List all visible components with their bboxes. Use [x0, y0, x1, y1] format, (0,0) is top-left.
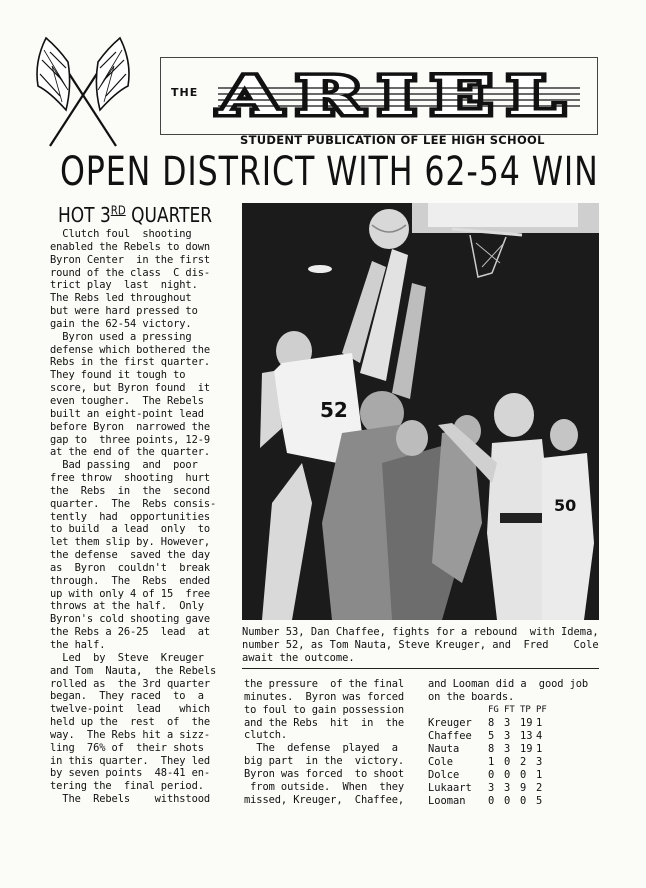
box-score-header: TP: [520, 705, 531, 715]
article-line: the Rebs a 26-25 lead at: [50, 626, 211, 639]
article-line: up with only 4 of 15 free: [50, 587, 211, 600]
article-line: Byron was forced to shoot: [244, 767, 405, 780]
article-line: and Tom Nauta, the Rebels: [50, 664, 217, 677]
article-line: to build a lead only to: [50, 523, 211, 536]
article-column-3: [428, 678, 608, 704]
article-line: built an eight-point lead: [50, 407, 204, 420]
jersey-number-52: 52: [320, 398, 348, 422]
stat-value: 1: [536, 717, 543, 729]
player-name: Lukaart: [428, 782, 472, 794]
article-line: They found it tough to: [50, 369, 186, 382]
box-score-header: FT: [504, 705, 515, 715]
article-line: The defense played a: [244, 742, 398, 755]
player-name: Kreuger: [428, 717, 472, 729]
article-line: but were hard pressed to: [50, 305, 198, 318]
article-line: the pressure of the final: [244, 678, 405, 690]
article-line: Rebs in the first quarter.: [50, 356, 211, 369]
article-line: clutch.: [244, 729, 288, 742]
player-name: Chaffee: [428, 730, 472, 742]
stat-value: 8: [488, 717, 495, 729]
box-score-row: [428, 717, 552, 730]
stat-value: 3: [504, 743, 511, 755]
player-name: Dolce: [428, 769, 460, 781]
headline: OPEN DISTRICT WITH 62-54 WIN: [60, 149, 599, 195]
article-line: and the Rebs hit in the: [244, 716, 405, 729]
article-line: in this quarter. They led: [50, 754, 211, 767]
article-line: by seven points 48-41 en-: [50, 767, 211, 780]
caption-line: Number 53, Dan Chaffee, fights for a rebound with Idema,: [242, 626, 599, 638]
article-line: the defense saved the day: [50, 549, 211, 562]
stat-value: 3: [536, 756, 543, 768]
masthead-the: THE: [171, 86, 199, 99]
stat-value: 5: [536, 795, 543, 807]
stat-value: 1: [536, 743, 543, 755]
masthead-title: [212, 70, 586, 122]
box-score-row: [428, 756, 552, 769]
crossed-flags-logo: [28, 30, 140, 148]
article-column-1: [50, 228, 238, 806]
basketball-photo: [242, 203, 599, 620]
caption-line: number 52, as Tom Nauta, Steve Kreuger, and Fred Cole: [242, 639, 599, 651]
article-line: missed, Kreuger, Chaffee,: [244, 793, 405, 806]
article-line: before Byron narrowed the: [50, 420, 211, 433]
box-score-header: [428, 704, 488, 717]
stat-value: 13: [520, 730, 533, 742]
article-line: throws at the half. Only: [50, 600, 204, 613]
stat-value: 9: [520, 782, 527, 794]
box-score-row: [428, 769, 552, 782]
box-score-header-row: [428, 704, 552, 717]
stat-value: 0: [520, 795, 527, 807]
article-line: twelve-point lead which: [50, 703, 211, 716]
article-line: on the boards.: [428, 690, 515, 703]
stat-value: 0: [488, 795, 495, 807]
jersey-number-50: 50: [554, 496, 577, 515]
article-line: way. The Rebs hit a sizz-: [50, 728, 211, 741]
stat-value: 1: [536, 769, 543, 781]
box-score-row: [428, 795, 552, 808]
stat-value: 2: [536, 782, 543, 794]
box-score-row: [428, 782, 552, 795]
stat-value: 3: [504, 730, 511, 742]
article-line: Byron used a pressing: [50, 330, 192, 343]
box-score-table: [428, 704, 552, 808]
article-line: The Rebels withstood: [50, 793, 211, 806]
article-line: The Rebs led throughout: [50, 292, 192, 305]
player-name: Looman: [428, 795, 466, 807]
box-score-row: [428, 730, 552, 743]
stat-value: 3: [488, 782, 495, 794]
article-line: to foul to gain possession: [244, 703, 405, 716]
article-line: ling 76% of their shots: [50, 741, 204, 754]
subhead-prefix: HOT: [58, 203, 100, 227]
article-line: Clutch foul shooting: [50, 228, 192, 240]
subheadline: [58, 203, 212, 227]
article-line: defense which bothered the: [50, 343, 211, 356]
caption-divider: [242, 668, 599, 669]
article-line: through. The Rebs ended: [50, 574, 211, 587]
stat-value: 19: [520, 743, 533, 755]
stat-value: 0: [504, 769, 511, 781]
article-line: at the end of the quarter.: [50, 446, 211, 459]
article-line: the Rebs in the second: [50, 484, 211, 497]
subhead-rest: QUARTER: [125, 203, 213, 227]
article-line: round of the class C dis-: [50, 266, 211, 279]
box-score-header: PF: [536, 705, 547, 715]
article-line: even tougher. The Rebels: [50, 394, 204, 407]
article-line: Bad passing and poor: [50, 459, 198, 472]
article-line: quarter. The Rebs consis-: [50, 497, 217, 510]
photo-caption: [242, 626, 612, 665]
article-line: as Byron couldn't break: [50, 561, 211, 574]
stat-value: 0: [504, 756, 511, 768]
article-line: Byron Center in the first: [50, 253, 211, 266]
article-line: tently had opportunities: [50, 510, 211, 523]
stat-value: 0: [488, 769, 495, 781]
box-score: [428, 704, 552, 808]
box-score-row: [428, 743, 552, 756]
player-name: Nauta: [428, 743, 460, 755]
article-line: from outside. When they: [244, 780, 405, 793]
subhead-ordinal: 3: [99, 203, 111, 227]
article-line: held up the rest of the: [50, 716, 211, 729]
article-line: began. They raced to a: [50, 690, 204, 703]
article-line: Byron's cold shooting gave: [50, 613, 211, 626]
stat-value: 8: [488, 743, 495, 755]
article-line: the half.: [50, 639, 106, 651]
article-line: Led by Steve Kreuger: [50, 651, 204, 664]
stat-value: 19: [520, 717, 533, 729]
caption-line: await the outcome.: [242, 652, 355, 664]
article-line: let them slip by. However,: [50, 536, 211, 549]
stat-value: 1: [488, 756, 495, 768]
stat-value: 0: [504, 795, 511, 807]
player-name: Cole: [428, 756, 454, 768]
article-line: gap to three points, 12-9: [50, 433, 211, 446]
stat-value: 4: [536, 730, 543, 742]
box-score-header: FG: [488, 705, 499, 715]
article-line: enabled the Rebels to down: [50, 240, 211, 253]
stat-value: 3: [504, 717, 511, 729]
article-line: big part in the victory.: [244, 755, 405, 768]
article-line: minutes. Byron was forced: [244, 690, 405, 703]
article-line: score, but Byron found it: [50, 382, 211, 395]
stat-value: 0: [520, 769, 527, 781]
article-column-2: [244, 678, 422, 806]
masthead-title-text: ARIEL: [217, 70, 579, 122]
stat-value: 3: [504, 782, 511, 794]
subhead-ordinal-suffix: RD: [110, 203, 126, 218]
article-line: trict play last night.: [50, 279, 198, 292]
article-line: rolled as the 3rd quarter: [50, 677, 211, 690]
article-line: gain the 62-54 victory.: [50, 317, 192, 330]
stat-value: 5: [488, 730, 495, 742]
masthead-subtitle: STUDENT PUBLICATION OF LEE HIGH SCHOOL: [240, 133, 545, 147]
article-line: and Looman did a good job: [428, 678, 589, 690]
article-line: free throw shooting hurt: [50, 472, 211, 485]
article-line: tering the final period.: [50, 780, 204, 793]
stat-value: 2: [520, 756, 527, 768]
